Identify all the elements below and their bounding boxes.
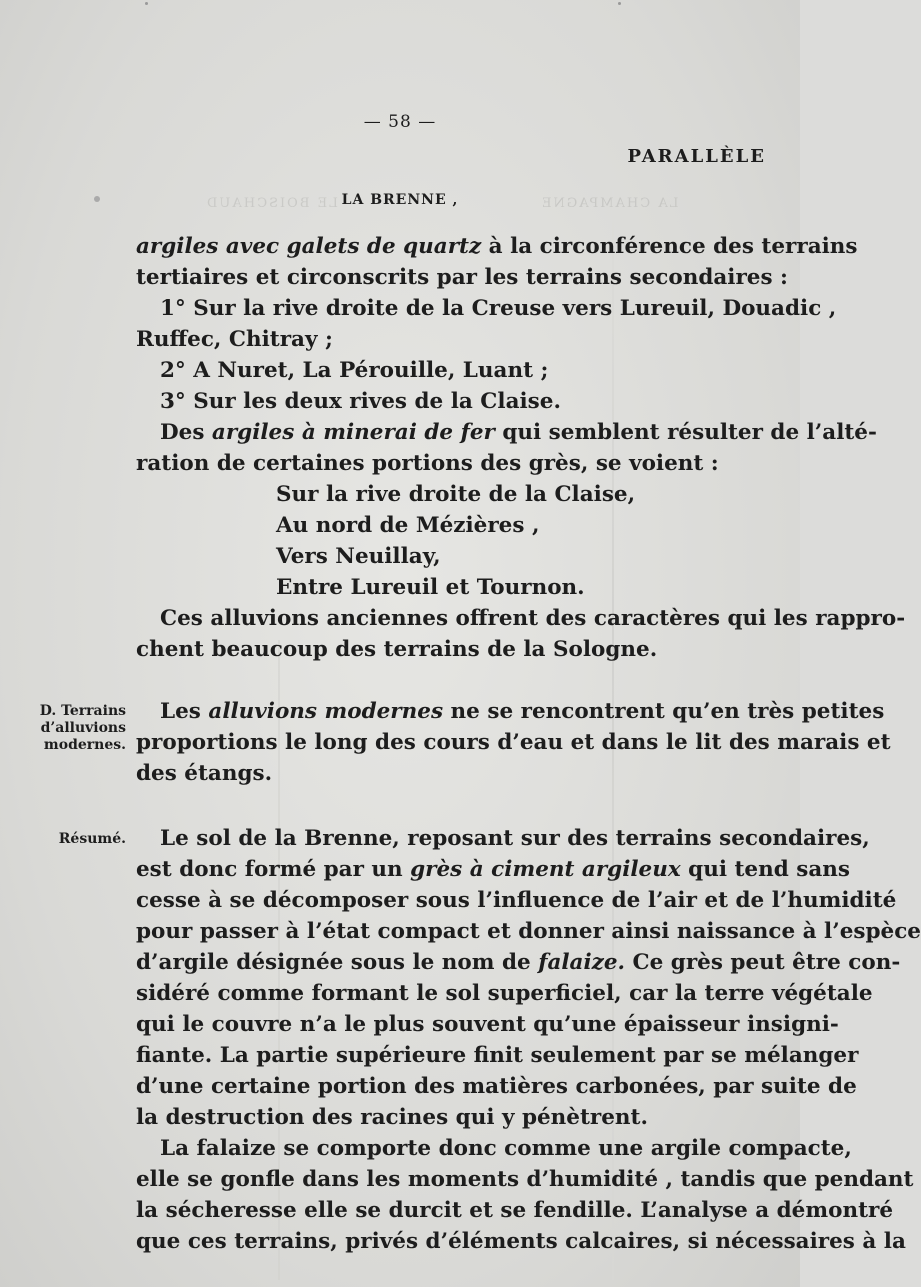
text-line: ration de certaines portions des grès, se voient : xyxy=(136,451,719,476)
text-line: pour passer à l’état compact et donner ainsi naissance à l’espèce xyxy=(136,919,921,944)
text-line: La falaize se comporte donc comme une argile compacte, xyxy=(160,1136,852,1161)
subheading: LA BRENNE , xyxy=(341,192,459,208)
show-through-text-right: LA CHAMPAGNE xyxy=(540,196,679,211)
text-line: d’argile désignée sous le nom de falaize. Ce grès peut être con- xyxy=(136,950,901,975)
margin-note-line: modernes. xyxy=(43,737,126,753)
text-line: que ces terrains, privés d’éléments calcaires, si nécessaires à la xyxy=(136,1229,906,1254)
text-line: qui le couvre n’a le plus souvent qu’une épaisseur insigni- xyxy=(136,1012,839,1037)
text-line: cesse à se décomposer sous l’influence de l’air et de l’humidité xyxy=(136,888,897,913)
text-line: chent beaucoup des terrains de la Sologne. xyxy=(136,637,658,662)
text-line: Des argiles à minerai de fer qui semblent résulter de l’alté- xyxy=(160,420,877,445)
text-line: la sécheresse elle se durcit et se fendille. L’analyse a démontré xyxy=(136,1198,894,1223)
text-line: argiles avec galets de quartz à la circonférence des terrains xyxy=(136,234,858,259)
text-line: tertiaires et circonscrits par les terrains secondaires : xyxy=(136,265,788,290)
running-head: PARALLÈLE xyxy=(627,146,766,167)
text-line: des étangs. xyxy=(136,761,273,786)
margin-note-line: D. Terrains xyxy=(39,703,126,719)
text-line: Les alluvions modernes ne se rencontrent qu’en très petites xyxy=(160,699,885,724)
list-item: 3° Sur les deux rives de la Claise. xyxy=(160,389,561,414)
list-item: Sur la rive droite de la Claise, xyxy=(276,482,636,507)
body-text xyxy=(136,0,921,1287)
list-item: Vers Neuillay, xyxy=(276,544,441,569)
list-item: 2° A Nuret, La Pérouille, Luant ; xyxy=(160,358,549,383)
list-item: 1° Sur la rive droite de la Creuse vers Lureuil, Douadic , xyxy=(160,296,837,321)
show-through-text-left: LE BOISCHAUD xyxy=(205,196,338,211)
text-line: proportions le long des cours d’eau et dans le lit des marais et xyxy=(136,730,891,755)
list-item: Au nord de Mézières , xyxy=(276,513,540,538)
text-line: Le sol de la Brenne, reposant sur des terrains secondaires, xyxy=(160,826,870,851)
margin-note-section-d xyxy=(14,703,126,754)
list-item: Ruffec, Chitray ; xyxy=(136,327,333,352)
text-line: Ces alluvions anciennes offrent des caractères qui les rappro- xyxy=(160,606,906,631)
text-line: fiante. La partie supérieure finit seulement par se mélanger xyxy=(136,1043,859,1068)
list-item: Entre Lureuil et Tournon. xyxy=(276,575,585,600)
page-number: — 58 — xyxy=(363,112,437,132)
text-line: la destruction des racines qui y pénètrent. xyxy=(136,1105,648,1130)
text-line: d’une certaine portion des matières carbonées, par suite de xyxy=(136,1074,857,1099)
text-line: est donc formé par un grès à ciment argileux qui tend sans xyxy=(136,857,851,882)
margin-note-line: d’alluvions xyxy=(40,720,126,736)
text-line: elle se gonfle dans les moments d’humidité , tandis que pendant xyxy=(136,1167,914,1192)
text-line: sidéré comme formant le sol superficiel, car la terre végétale xyxy=(136,981,873,1006)
margin-note-resume: Résumé. xyxy=(58,831,126,847)
